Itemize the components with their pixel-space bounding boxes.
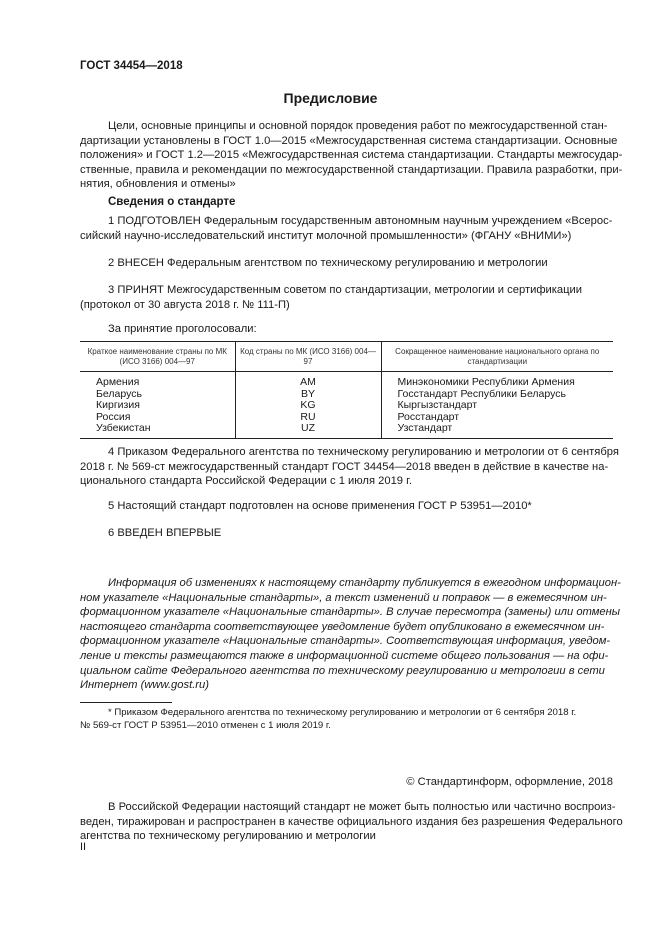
- notice-line: Интернет (www.gost.ru): [80, 679, 209, 692]
- about-item-5: 5 Настоящий стандарт подготовлен на основе применения ГОСТ Р 53951—2010*: [108, 500, 532, 512]
- footnote-divider: [80, 702, 172, 703]
- foreword-intro-line: нятия, обновления и отмены»: [80, 178, 236, 191]
- foreword-intro-line: положения» и ГОСТ 1.2—2015 «Межгосударственная система стандартизации. Стандарты межгосудар-: [80, 149, 623, 162]
- about-item-4-line: ционального стандарта Российской Федерации с 1 июля 2019 г.: [80, 475, 412, 488]
- table-header-body: Сокращенное наименование национального органа по стандартизации: [381, 342, 613, 372]
- about-item-1: [80, 214, 613, 243]
- table-row: [80, 423, 613, 438]
- standards-body: Узстандарт: [381, 423, 613, 438]
- page-number: II: [80, 841, 87, 853]
- reproduction-line: В Российской Федерации настоящий стандарт не может быть полностью или частично воспроиз-: [108, 801, 616, 813]
- foreword-intro-line: Цели, основные принципы и основной порядок проведения работ по межгосударственной стан-: [108, 120, 608, 132]
- foreword-title: Предисловие: [283, 90, 378, 106]
- country-code: AM: [235, 372, 381, 389]
- country-name: Армения: [80, 372, 235, 389]
- about-item-4: [80, 445, 619, 489]
- about-item-4-line: 4 Приказом Федерального агентства по техническому регулированию и метрологии от 6 сентября: [108, 446, 619, 458]
- voted-label: За принятие проголосовали:: [108, 323, 257, 335]
- table-header-row: [80, 342, 613, 372]
- notice-line: формационном указателе «Национальные стандарты». Соответствующая информация, уведом-: [80, 635, 611, 648]
- notice-line: циальном сайте Федерального агентства по техническому регулированию и метрологии в сети: [80, 664, 605, 677]
- about-item-1-line: сийский научно-исследовательский институт молочной промышленности» (ФГАНУ «ВНИМИ»): [80, 229, 572, 242]
- foreword-intro-line: ственные, правила и рекомендации по межгосударственной стандартизации. Правила разработки, при-: [80, 163, 623, 176]
- about-item-6: 6 ВВЕДЕН ВПЕРВЫЕ: [108, 527, 222, 539]
- voting-countries-table: [80, 341, 613, 439]
- copyright: © Стандартинформ, оформление, 2018: [406, 776, 613, 788]
- notice-line: формационном указателе «Национальные стандарты». В случае пересмотра (замены) или отмены: [80, 606, 621, 619]
- table-row: [80, 400, 613, 412]
- country-name: Россия: [80, 412, 235, 424]
- notice-line: Информация об изменениях к настоящему стандарту публикуется в ежегодном информацион-: [108, 577, 621, 589]
- standards-body: Росстандарт: [397, 410, 460, 423]
- about-item-1-line: 1 ПОДГОТОВЛЕН Федеральным государственным автономным научным учреждением «Всерос-: [108, 215, 613, 227]
- country-code: BY: [235, 389, 381, 401]
- standards-body: Госстандарт Республики Беларусь: [397, 387, 566, 400]
- changes-info-notice: [80, 576, 621, 693]
- reproduction-line: веден, тиражирован и распространен в качестве официального издания без разрешения Федерального: [80, 815, 623, 828]
- country-code: UZ: [235, 423, 381, 438]
- reproduction-notice: [80, 800, 623, 844]
- footnote-line: № 569-ст ГОСТ Р 53951—2010 отменен с 1 июля 2019 г.: [80, 720, 331, 731]
- country-name: Узбекистан: [80, 423, 235, 438]
- table-row: [80, 372, 613, 389]
- country-name: Беларусь: [80, 389, 235, 401]
- table-header-country: Краткое наименование страны по МК (ИСО 3166) 004—97: [80, 342, 235, 372]
- about-item-3-line: 3 ПРИНЯТ Межгосударственным советом по стандартизации, метрологии и сертификации: [108, 284, 583, 296]
- table-row: [80, 412, 613, 424]
- standards-body: Кыргызстандарт: [397, 399, 478, 412]
- reproduction-line: агентства по техническому регулированию и метрологии: [80, 830, 376, 843]
- about-item-3: [80, 283, 613, 312]
- table-row: [80, 389, 613, 401]
- about-item-2: 2 ВНЕСЕН Федеральным агентством по техническому регулированию и метрологии: [108, 257, 548, 269]
- about-standard-title: Сведения о стандарте: [108, 196, 236, 208]
- about-item-3-line: (протокол от 30 августа 2018 г. № 111-П): [80, 298, 290, 311]
- notice-line: ном указателе «Национальные стандарты», а текст изменений и поправок — в ежемесячном ин-: [80, 591, 607, 604]
- foreword-intro: [80, 119, 623, 192]
- table-header-code: Код страны по МК (ИСО 3166) 004—97: [235, 342, 381, 372]
- about-item-4-line: 2018 г. № 569-ст межгосударственный стандарт ГОСТ 34454—2018 введен в действие в качестве на-: [80, 460, 609, 473]
- notice-line: ление и тексты размещаются также в информационной системе общего пользования — на офи-: [80, 649, 609, 662]
- standards-body: Минэкономики Республики Армения: [397, 376, 575, 388]
- country-code: RU: [235, 412, 381, 424]
- foreword-intro-line: дартизации установлены в ГОСТ 1.0—2015 «Межгосударственная система стандартизации. Основные: [80, 134, 618, 147]
- footnote: [80, 706, 613, 732]
- footnote-line: * Приказом Федерального агентства по техническому регулированию и метрологии от 6 сентября 2018 г.: [108, 707, 577, 718]
- document-code: ГОСТ 34454—2018: [80, 60, 183, 72]
- notice-line: настоящего стандарта соответствующее уведомление будет опубликовано в ежемесячном ин-: [80, 620, 605, 633]
- country-code: KG: [235, 400, 381, 412]
- country-name: Киргизия: [80, 400, 235, 412]
